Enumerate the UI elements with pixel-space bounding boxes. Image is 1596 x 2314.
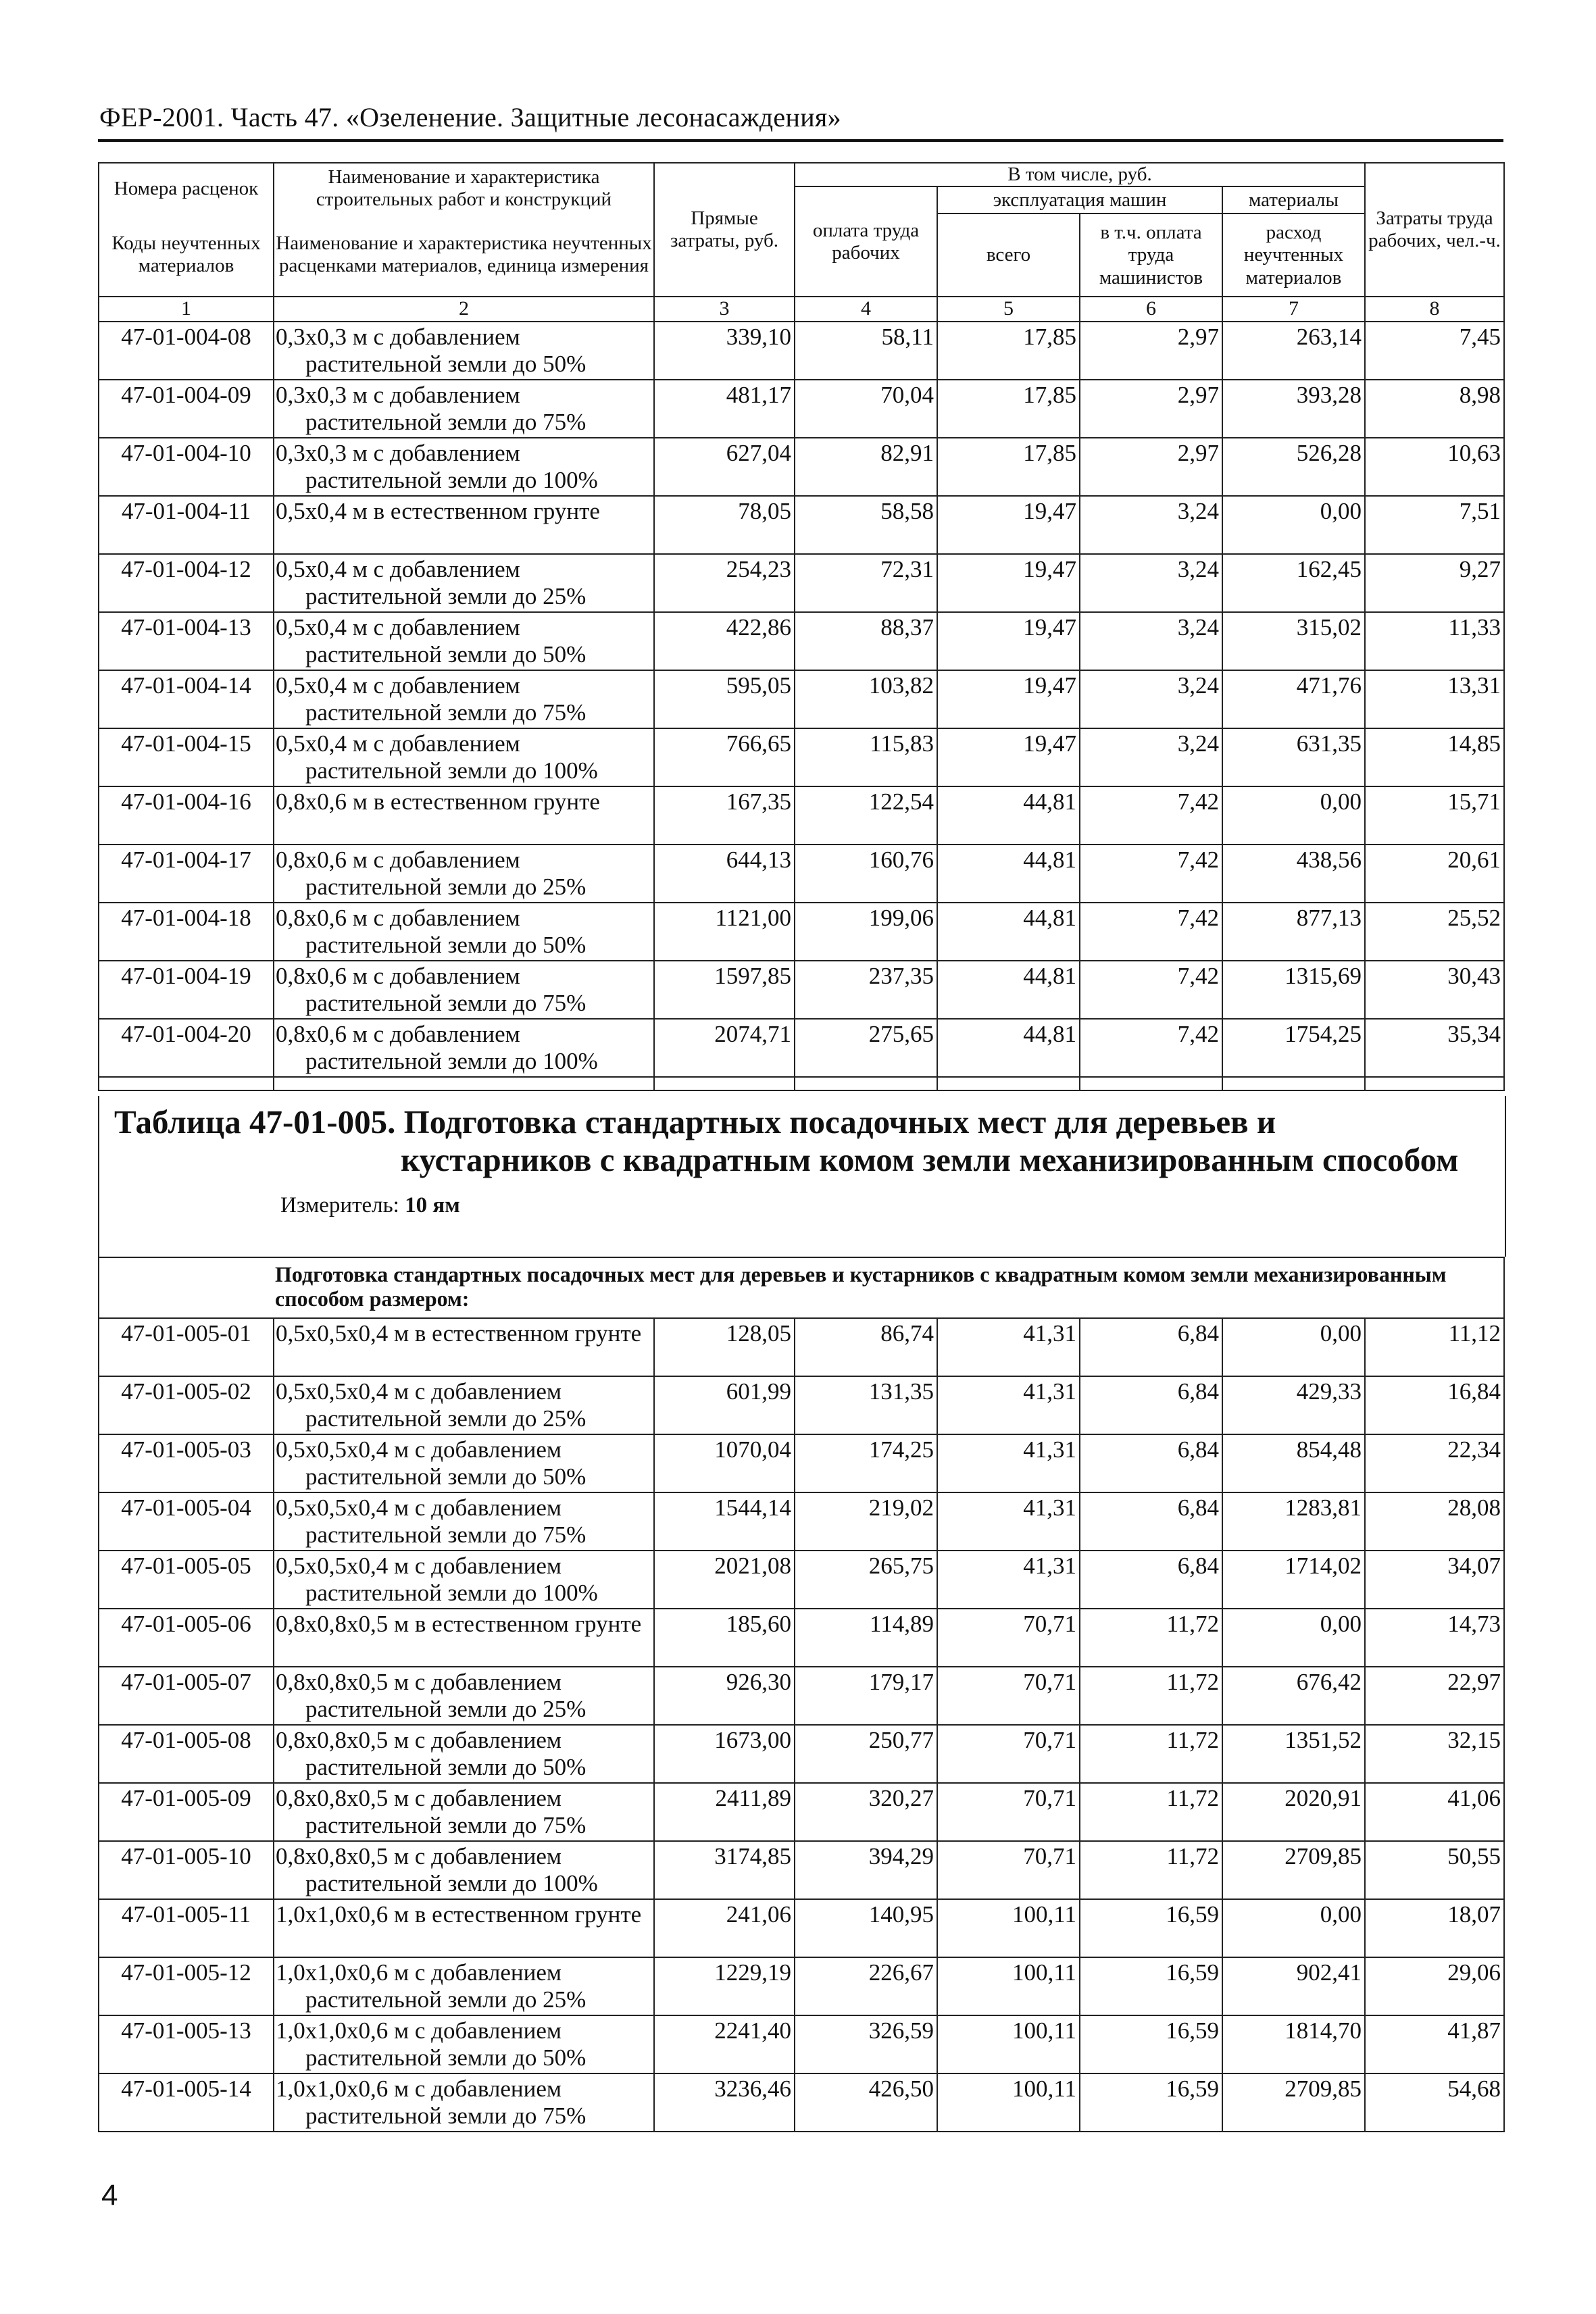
rate-code: 47-01-004-20 (99, 1019, 274, 1077)
work-description: 1,0x1,0x0,6 м с добавлением растительной земли до 50% (274, 2015, 654, 2073)
labor-pay: 174,25 (795, 1434, 937, 1492)
table-row (99, 1899, 1504, 1957)
labor-pay: 275,65 (795, 1019, 937, 1077)
labor-hours: 14,73 (1365, 1609, 1504, 1667)
work-description: 0,5x0,5x0,4 м с добавлением растительной земли до 75% (274, 1492, 654, 1551)
labor-hours: 10,63 (1365, 438, 1504, 496)
machinist-pay: 6,84 (1080, 1318, 1222, 1376)
direct-costs: 2241,40 (654, 2015, 795, 2073)
materials-cost: 315,02 (1222, 612, 1365, 670)
machinist-pay: 16,59 (1080, 1899, 1222, 1957)
header-rule (98, 139, 1503, 142)
labor-pay: 58,58 (795, 496, 937, 554)
col-num-7: 7 (1222, 297, 1365, 322)
machinist-pay: 3,24 (1080, 612, 1222, 670)
direct-costs: 241,06 (654, 1899, 795, 1957)
materials-cost: 902,41 (1222, 1957, 1365, 2015)
machine-costs: 17,85 (937, 322, 1080, 380)
machine-costs: 100,11 (937, 2015, 1080, 2073)
machine-costs: 17,85 (937, 438, 1080, 496)
machinist-pay: 2,97 (1080, 322, 1222, 380)
direct-costs: 2411,89 (654, 1783, 795, 1841)
header-machines-total: всего (937, 213, 1080, 297)
labor-hours: 54,68 (1365, 2073, 1504, 2132)
labor-pay: 82,91 (795, 438, 937, 496)
work-description: 0,5x0,4 м в естественном грунте (274, 496, 654, 554)
rate-code: 47-01-005-01 (99, 1318, 274, 1376)
machinist-pay: 16,59 (1080, 2073, 1222, 2132)
machinist-pay: 16,59 (1080, 1957, 1222, 2015)
materials-cost: 2709,85 (1222, 2073, 1365, 2132)
work-description: 0,8x0,8x0,5 м с добавлением растительной земли до 75% (274, 1783, 654, 1841)
table2-title-continued: кустарников с квадратным комом земли механизированным способом (401, 1141, 1459, 1178)
labor-hours: 41,06 (1365, 1783, 1504, 1841)
machinist-pay: 6,84 (1080, 1492, 1222, 1551)
header-machinists-pay: в т.ч. оплата труда машинистов (1080, 213, 1222, 297)
table-row (99, 1609, 1504, 1667)
direct-costs: 339,10 (654, 322, 795, 380)
col-num-2: 2 (274, 297, 654, 322)
direct-costs: 185,60 (654, 1609, 795, 1667)
labor-pay: 219,02 (795, 1492, 937, 1551)
direct-costs: 644,13 (654, 845, 795, 903)
table-row (99, 1019, 1504, 1077)
work-description: 0,8x0,8x0,5 м в естественном грунте (274, 1609, 654, 1667)
machine-costs: 100,11 (937, 1899, 1080, 1957)
labor-hours: 8,98 (1365, 380, 1504, 438)
materials-cost: 0,00 (1222, 1609, 1365, 1667)
machine-costs: 44,81 (937, 1019, 1080, 1077)
rate-code: 47-01-005-08 (99, 1725, 274, 1783)
rate-code: 47-01-004-18 (99, 903, 274, 961)
table-row (99, 2015, 1504, 2073)
direct-costs: 1070,04 (654, 1434, 795, 1492)
col-num-6: 6 (1080, 297, 1222, 322)
materials-cost: 1714,02 (1222, 1551, 1365, 1609)
labor-hours: 30,43 (1365, 961, 1504, 1019)
materials-cost: 1754,25 (1222, 1019, 1365, 1077)
header-materials-consumption: расход неучтенных материалов (1222, 213, 1365, 297)
machinist-pay: 11,72 (1080, 1667, 1222, 1725)
machine-costs: 70,71 (937, 1841, 1080, 1899)
labor-hours: 50,55 (1365, 1841, 1504, 1899)
work-description: 0,5x0,4 м с добавлением растительной земли до 25% (274, 554, 654, 612)
materials-cost: 854,48 (1222, 1434, 1365, 1492)
labor-pay: 70,04 (795, 380, 937, 438)
rate-code: 47-01-004-12 (99, 554, 274, 612)
machine-costs: 44,81 (937, 845, 1080, 903)
rate-code: 47-01-004-08 (99, 322, 274, 380)
labor-hours: 16,84 (1365, 1376, 1504, 1434)
machinist-pay: 2,97 (1080, 438, 1222, 496)
direct-costs: 3174,85 (654, 1841, 795, 1899)
labor-hours: 20,61 (1365, 845, 1504, 903)
direct-costs: 766,65 (654, 728, 795, 786)
materials-cost: 676,42 (1222, 1667, 1365, 1725)
work-description: 0,8x0,6 м с добавлением растительной земли до 25% (274, 845, 654, 903)
table-row (99, 786, 1504, 845)
direct-costs: 422,86 (654, 612, 795, 670)
rate-code: 47-01-004-09 (99, 380, 274, 438)
labor-pay: 199,06 (795, 903, 937, 961)
header-work-name: Наименование и характеристика строительных работ и конструкций (274, 163, 654, 213)
rate-code: 47-01-005-04 (99, 1492, 274, 1551)
materials-cost: 2709,85 (1222, 1841, 1365, 1899)
table-row (99, 1783, 1504, 1841)
table-row (99, 1434, 1504, 1492)
machinist-pay: 6,84 (1080, 1434, 1222, 1492)
table-row (99, 728, 1504, 786)
materials-cost: 393,28 (1222, 380, 1365, 438)
header-machines: эксплуатация машин (937, 186, 1222, 213)
col-num-1: 1 (99, 297, 274, 322)
materials-cost: 162,45 (1222, 554, 1365, 612)
machine-costs: 70,71 (937, 1725, 1080, 1783)
labor-pay: 237,35 (795, 961, 937, 1019)
rate-code: 47-01-004-17 (99, 845, 274, 903)
direct-costs: 595,05 (654, 670, 795, 728)
labor-pay: 160,76 (795, 845, 937, 903)
work-description: 1,0x1,0x0,6 м в естественном грунте (274, 1899, 654, 1957)
machine-costs: 19,47 (937, 728, 1080, 786)
materials-cost: 877,13 (1222, 903, 1365, 961)
machine-costs: 44,81 (937, 903, 1080, 961)
rate-code: 47-01-004-15 (99, 728, 274, 786)
labor-pay: 426,50 (795, 2073, 937, 2132)
header-rate-numbers: Номера расценок (99, 163, 274, 213)
rate-code: 47-01-005-12 (99, 1957, 274, 2015)
table2-body (99, 1318, 1504, 2132)
labor-hours: 11,12 (1365, 1318, 1504, 1376)
materials-cost: 0,00 (1222, 496, 1365, 554)
machinist-pay: 11,72 (1080, 1783, 1222, 1841)
materials-cost: 438,56 (1222, 845, 1365, 903)
machine-costs: 41,31 (937, 1376, 1080, 1434)
machinist-pay: 7,42 (1080, 1019, 1222, 1077)
rate-code: 47-01-004-13 (99, 612, 274, 670)
machine-costs: 41,31 (937, 1434, 1080, 1492)
machinist-pay: 7,42 (1080, 903, 1222, 961)
labor-pay: 122,54 (795, 786, 937, 845)
rate-code: 47-01-004-16 (99, 786, 274, 845)
materials-cost: 631,35 (1222, 728, 1365, 786)
labor-pay: 58,11 (795, 322, 937, 380)
labor-hours: 28,08 (1365, 1492, 1504, 1551)
materials-cost: 429,33 (1222, 1376, 1365, 1434)
labor-hours: 14,85 (1365, 728, 1504, 786)
work-description: 0,5x0,5x0,4 м в естественном грунте (274, 1318, 654, 1376)
direct-costs: 627,04 (654, 438, 795, 496)
table-row (99, 1957, 1504, 2015)
table-row (99, 845, 1504, 903)
work-description: 0,3x0,3 м с добавлением растительной земли до 75% (274, 380, 654, 438)
labor-hours: 22,97 (1365, 1667, 1504, 1725)
materials-cost: 0,00 (1222, 1318, 1365, 1376)
rates-table-47-01-004 (98, 162, 1505, 1091)
rate-code: 47-01-005-09 (99, 1783, 274, 1841)
machine-costs: 44,81 (937, 961, 1080, 1019)
work-description: 0,5x0,5x0,4 м с добавлением растительной земли до 25% (274, 1376, 654, 1434)
rate-code: 47-01-004-10 (99, 438, 274, 496)
labor-hours: 32,15 (1365, 1725, 1504, 1783)
table-row (99, 438, 1504, 496)
table-row (99, 903, 1504, 961)
labor-pay: 103,82 (795, 670, 937, 728)
header-direct-costs: Прямые затраты, руб. (654, 163, 795, 297)
rate-code: 47-01-005-03 (99, 1434, 274, 1492)
work-description: 0,5x0,5x0,4 м с добавлением растительной земли до 50% (274, 1434, 654, 1492)
labor-pay: 394,29 (795, 1841, 937, 1899)
labor-pay: 250,77 (795, 1725, 937, 1783)
work-description: 0,5x0,4 м с добавлением растительной земли до 75% (274, 670, 654, 728)
direct-costs: 2074,71 (654, 1019, 795, 1077)
labor-pay: 114,89 (795, 1609, 937, 1667)
table2-unit (280, 1193, 460, 1218)
machinist-pay: 3,24 (1080, 728, 1222, 786)
work-description: 0,8x0,8x0,5 м с добавлением растительной земли до 25% (274, 1667, 654, 1725)
machinist-pay: 11,72 (1080, 1609, 1222, 1667)
rate-code: 47-01-005-14 (99, 2073, 274, 2132)
materials-cost: 263,14 (1222, 322, 1365, 380)
machine-costs: 19,47 (937, 496, 1080, 554)
direct-costs: 481,17 (654, 380, 795, 438)
table-row (99, 1841, 1504, 1899)
labor-hours: 18,07 (1365, 1899, 1504, 1957)
col-num-8: 8 (1365, 297, 1504, 322)
work-description: 0,3x0,3 м с добавлением растительной земли до 100% (274, 438, 654, 496)
labor-hours: 9,27 (1365, 554, 1504, 612)
rate-code: 47-01-005-11 (99, 1899, 274, 1957)
rate-code: 47-01-005-07 (99, 1667, 274, 1725)
labor-hours: 34,07 (1365, 1551, 1504, 1609)
work-description: 0,8x0,6 м с добавлением растительной земли до 100% (274, 1019, 654, 1077)
machinist-pay: 3,24 (1080, 496, 1222, 554)
work-description: 0,8x0,6 м с добавлением растительной земли до 75% (274, 961, 654, 1019)
machine-costs: 19,47 (937, 670, 1080, 728)
work-description: 0,8x0,8x0,5 м с добавлением растительной земли до 100% (274, 1841, 654, 1899)
machine-costs: 70,71 (937, 1783, 1080, 1841)
unit-value: 10 ям (405, 1193, 460, 1217)
work-description: 0,5x0,4 м с добавлением растительной земли до 100% (274, 728, 654, 786)
work-description: 0,8x0,6 м в естественном грунте (274, 786, 654, 845)
materials-cost: 0,00 (1222, 786, 1365, 845)
table-row (99, 554, 1504, 612)
labor-hours: 22,34 (1365, 1434, 1504, 1492)
machinist-pay: 11,72 (1080, 1725, 1222, 1783)
labor-pay: 115,83 (795, 728, 937, 786)
labor-hours: 25,52 (1365, 903, 1504, 961)
direct-costs: 254,23 (654, 554, 795, 612)
table-row (99, 1551, 1504, 1609)
rate-code: 47-01-004-19 (99, 961, 274, 1019)
materials-cost: 1351,52 (1222, 1725, 1365, 1783)
header-material-names: Наименование и характеристика неучтенных расценками материалов, единица измерения (274, 213, 654, 297)
machine-costs: 41,31 (937, 1551, 1080, 1609)
rate-code: 47-01-005-05 (99, 1551, 274, 1609)
running-header: ФЕР-2001. Часть 47. «Озеленение. Защитные лесонасаждения» (99, 102, 841, 132)
materials-cost: 471,76 (1222, 670, 1365, 728)
labor-pay: 179,17 (795, 1667, 937, 1725)
direct-costs: 1121,00 (654, 903, 795, 961)
machinist-pay: 3,24 (1080, 554, 1222, 612)
table1-body (99, 322, 1504, 1077)
labor-hours: 29,06 (1365, 1957, 1504, 2015)
machinist-pay: 11,72 (1080, 1841, 1222, 1899)
table2-heading-block (98, 1096, 1506, 1257)
labor-hours: 7,51 (1365, 496, 1504, 554)
header-materials: материалы (1222, 186, 1365, 213)
labor-hours: 7,45 (1365, 322, 1504, 380)
machinist-pay: 3,24 (1080, 670, 1222, 728)
direct-costs: 1229,19 (654, 1957, 795, 2015)
direct-costs: 2021,08 (654, 1551, 795, 1609)
machinist-pay: 6,84 (1080, 1376, 1222, 1434)
labor-pay: 140,95 (795, 1899, 937, 1957)
direct-costs: 128,05 (654, 1318, 795, 1376)
machine-costs: 41,31 (937, 1492, 1080, 1551)
direct-costs: 1673,00 (654, 1725, 795, 1783)
rate-code: 47-01-004-14 (99, 670, 274, 728)
table-row (99, 1725, 1504, 1783)
machinist-pay: 7,42 (1080, 961, 1222, 1019)
materials-cost: 526,28 (1222, 438, 1365, 496)
table-row (99, 380, 1504, 438)
labor-pay: 131,35 (795, 1376, 937, 1434)
header-labor-costs: Затраты труда рабочих, чел.-ч. (1365, 163, 1504, 297)
work-description: 1,0x1,0x0,6 м с добавлением растительной земли до 75% (274, 2073, 654, 2132)
rate-code: 47-01-004-11 (99, 496, 274, 554)
table-row (99, 670, 1504, 728)
machine-costs: 17,85 (937, 380, 1080, 438)
rate-code: 47-01-005-10 (99, 1841, 274, 1899)
materials-cost: 1814,70 (1222, 2015, 1365, 2073)
page-number: 4 (101, 2179, 118, 2212)
direct-costs: 601,99 (654, 1376, 795, 1434)
header-material-codes: Коды неучтенных материалов (99, 213, 274, 297)
labor-hours: 35,34 (1365, 1019, 1504, 1077)
rate-code: 47-01-005-06 (99, 1609, 274, 1667)
machine-costs: 70,71 (937, 1667, 1080, 1725)
unit-label: Измеритель: (280, 1193, 399, 1217)
work-description: 0,3x0,3 м с добавлением растительной земли до 50% (274, 322, 654, 380)
table-row (99, 612, 1504, 670)
labor-hours: 11,33 (1365, 612, 1504, 670)
work-description: 0,5x0,5x0,4 м с добавлением растительной земли до 100% (274, 1551, 654, 1609)
materials-cost: 1315,69 (1222, 961, 1365, 1019)
machine-costs: 70,71 (937, 1609, 1080, 1667)
labor-pay: 226,67 (795, 1957, 937, 2015)
table2-title: Таблица 47-01-005. Подготовка стандартных посадочных мест для деревьев и (114, 1103, 1276, 1140)
table-row (99, 322, 1504, 380)
labor-pay: 86,74 (795, 1318, 937, 1376)
machinist-pay: 6,84 (1080, 1551, 1222, 1609)
table2-subheader: Подготовка стандартных посадочных мест для деревьев и кустарников с квадратным комом земли механизированным способом размером: (99, 1257, 1504, 1318)
rate-code: 47-01-005-13 (99, 2015, 274, 2073)
work-description: 0,8x0,8x0,5 м с добавлением растительной земли до 50% (274, 1725, 654, 1783)
col-num-4: 4 (795, 297, 937, 322)
labor-pay: 326,59 (795, 2015, 937, 2073)
materials-cost: 2020,91 (1222, 1783, 1365, 1841)
direct-costs: 926,30 (654, 1667, 795, 1725)
machine-costs: 19,47 (937, 554, 1080, 612)
work-description: 1,0x1,0x0,6 м с добавлением растительной земли до 25% (274, 1957, 654, 2015)
col-num-5: 5 (937, 297, 1080, 322)
table-row (99, 1376, 1504, 1434)
table-row (99, 496, 1504, 554)
labor-pay: 72,31 (795, 554, 937, 612)
table-row (99, 1492, 1504, 1551)
machinist-pay: 7,42 (1080, 786, 1222, 845)
machine-costs: 100,11 (937, 2073, 1080, 2132)
labor-pay: 265,75 (795, 1551, 937, 1609)
work-description: 0,8x0,6 м с добавлением растительной земли до 50% (274, 903, 654, 961)
rate-code: 47-01-005-02 (99, 1376, 274, 1434)
rates-table-47-01-005 (98, 1257, 1505, 2132)
labor-pay: 320,27 (795, 1783, 937, 1841)
labor-hours: 13,31 (1365, 670, 1504, 728)
machinist-pay: 7,42 (1080, 845, 1222, 903)
machine-costs: 100,11 (937, 1957, 1080, 2015)
table-header (99, 163, 1504, 322)
header-including: В том числе, руб. (795, 163, 1365, 186)
labor-hours: 15,71 (1365, 786, 1504, 845)
direct-costs: 1597,85 (654, 961, 795, 1019)
work-description: 0,5x0,4 м с добавлением растительной земли до 50% (274, 612, 654, 670)
labor-hours: 41,87 (1365, 2015, 1504, 2073)
direct-costs: 3236,46 (654, 2073, 795, 2132)
machine-costs: 19,47 (937, 612, 1080, 670)
direct-costs: 1544,14 (654, 1492, 795, 1551)
col-num-3: 3 (654, 297, 795, 322)
header-labor-pay: оплата труда рабочих (795, 186, 937, 297)
machinist-pay: 16,59 (1080, 2015, 1222, 2073)
direct-costs: 78,05 (654, 496, 795, 554)
machine-costs: 44,81 (937, 786, 1080, 845)
labor-pay: 88,37 (795, 612, 937, 670)
materials-cost: 0,00 (1222, 1899, 1365, 1957)
table-row (99, 2073, 1504, 2132)
table-row (99, 961, 1504, 1019)
table-row (99, 1318, 1504, 1376)
table-row (99, 1667, 1504, 1725)
machinist-pay: 2,97 (1080, 380, 1222, 438)
machine-costs: 41,31 (937, 1318, 1080, 1376)
materials-cost: 1283,81 (1222, 1492, 1365, 1551)
direct-costs: 167,35 (654, 786, 795, 845)
